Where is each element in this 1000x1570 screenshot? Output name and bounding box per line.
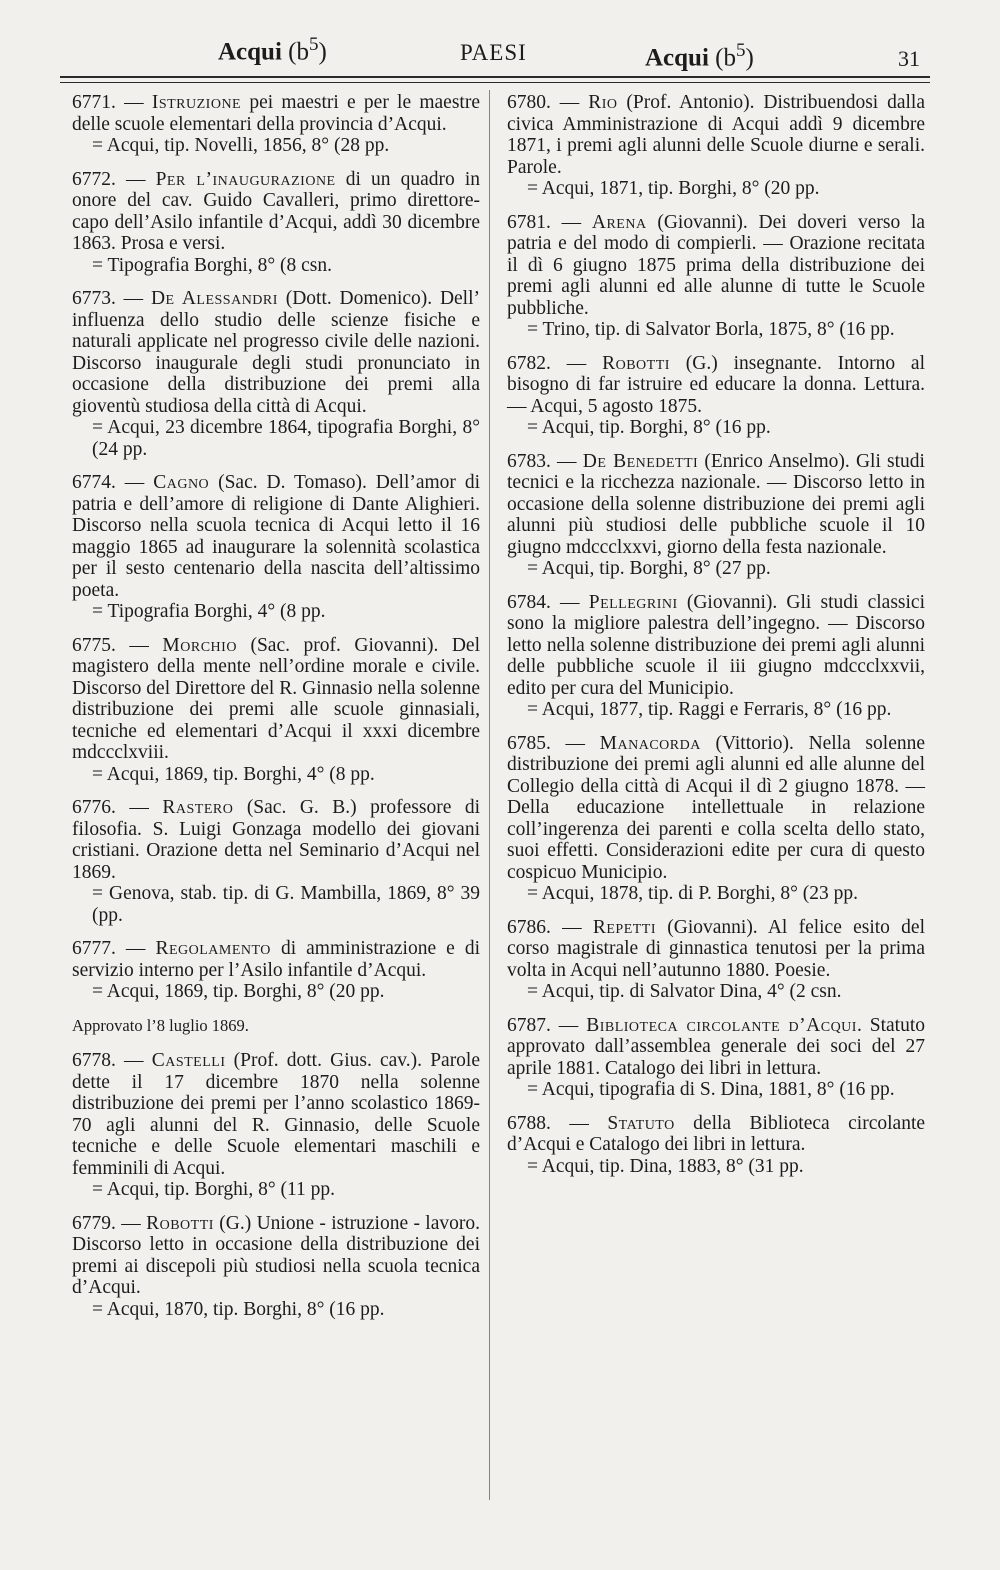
entry-heading: Manacorda (599, 732, 701, 754)
bibliography-entry (507, 917, 925, 1003)
entry-body: di un quadro in onore del cav. Guido Cavalleri, primo direttore-capo dell’Asilo infantile d’Acqui, addì 30 dicembre 1863. Prosa e versi. (72, 168, 480, 254)
entry-body: (G.) Unione - istruzione - lavoro. Discorso letto in occasione della distribuzione dei premi ai discepoli più studiosi nella scuola tecnica d’Acqui. (72, 1212, 480, 1298)
entry-heading: Arena (591, 211, 647, 233)
header-rule-thin (60, 82, 930, 83)
bibliography-entry (72, 1050, 480, 1201)
header-rule (60, 76, 930, 78)
entry-number: 6783. — (507, 450, 583, 472)
entry-number: 6774. — (72, 472, 154, 493)
bibliography-entry (72, 635, 480, 786)
bibliography-entry (507, 212, 925, 341)
bibliography-entry (72, 797, 480, 926)
entry-heading: Regolamento (155, 938, 271, 959)
entry-imprint: = Acqui, tip. Borghi, 8° (11 pp. (92, 1179, 336, 1200)
entry-heading: Rastero (162, 797, 234, 818)
entry-heading: Robotti (602, 352, 670, 374)
entry-imprint: = Acqui, 1870, tip. Borghi, 8° (16 pp. (92, 1298, 385, 1320)
header-section-title: PAESI (460, 40, 527, 65)
entry-number: 6771. — (72, 92, 152, 113)
entry-imprint: = Genova, stab. tip. di G. Mambilla, 1869, 8° 39 (pp. (92, 883, 480, 926)
entry-heading: Cagno (153, 472, 210, 493)
bibliography-entry (507, 92, 925, 200)
entry-number: 6785. — (507, 732, 600, 754)
entry-number: 6778. — (72, 1050, 152, 1071)
bibliography-entry (72, 169, 480, 277)
entry-body: (Giovanni). Dei doveri verso la patria e del modo di compierli. — Orazione recitata il dì 6 giugno 1875 prima della distribuzione dei premi agli alunni ed alle alunne di tutte le Scuole pubbliche. (507, 211, 926, 319)
entry-body: pei maestri e per le maestre delle scuole elementari della provincia d’Acqui. (72, 92, 480, 135)
entry-number: 6776. — (72, 797, 163, 818)
entry-heading: Statuto (607, 1112, 675, 1134)
entry-imprint: = Acqui, tip. Borghi, 8° (27 pp. (527, 558, 771, 579)
entry-body: (Sac. G. B.) professore di filosofia. S. Luigi Gonzaga modello dei giovani cristiani. Orazione detta nel Seminario d’Acqui nel 1869. (72, 797, 481, 883)
entry-number: 6775. — (72, 634, 163, 656)
entry-heading: Castelli (151, 1050, 226, 1071)
column-divider (489, 90, 490, 1500)
entry-body: (Prof. dott. Gius. cav.). Parole dette il 17 dicembre 1870 nella solenne distribuzione dei premi per l’anno scolastico 1869-70 agli alunni del R. Ginnasio, delle Scuole tecniche e delle Scuole elementari maschili e femminili di Acqui. (72, 1050, 481, 1179)
entry-body: (Giovanni). Al felice esito del corso magistrale di ginnastica tenutosi per la prima volta in Acqui nell’autunno 1880. Poesie. (507, 916, 925, 981)
entry-body: (G.) insegnante. Intorno al bisogno di far istruire ed educare la donna. Lettura. — Acqui, 5 agosto 1875. (507, 352, 926, 417)
header-left-title: Acqui $(b^5)$ (218, 34, 327, 66)
entry-body: di amministrazione e di servizio interno per l’Asilo infantile d’Acqui. (72, 938, 481, 981)
bibliography-entry (507, 733, 925, 905)
bibliography-entry (72, 288, 480, 460)
entry-heading: De Alessandri (150, 288, 278, 309)
bibliography-entry (72, 1213, 480, 1321)
entry-imprint: = Trino, tip. di Salvator Borla, 1875, 8° (16 pp. (527, 319, 895, 340)
entry-imprint: = Acqui, 1871, tip. Borghi, 8° (20 pp. (527, 178, 820, 199)
bibliography-entry (507, 1015, 925, 1101)
entry-heading: Biblioteca circolante d’Acqui (586, 1014, 857, 1036)
entry-number: 6788. — (507, 1112, 608, 1134)
entry-number: 6781. — (507, 211, 592, 233)
entry-number: 6773. — (72, 288, 151, 309)
entry-heading: Morchio (162, 634, 237, 656)
entry-heading: Repetti (592, 916, 657, 938)
running-header (60, 34, 930, 74)
entry-heading: Per l’inaugurazione (155, 168, 336, 190)
entry-imprint: = Tipografia Borghi, 8° (8 csn. (92, 254, 332, 276)
entry-body: (Dott. Domenico). Dell’ influenza dello studio delle scienze fisiche e naturali applicate nel progresso civile delle nazioni. Discorso inaugurale degli studi pronunciato in occasione della distribuzione dei premi alla gioventù studiosa della città di Acqui. (72, 288, 481, 417)
entry-body: (Enrico Anselmo). Gli studi tecnici e la ricchezza nazionale. — Discorso letto in occasione della solenne distribuzione dei premi agli alunni più studiosi delle pubbliche scuole il 10 giugno mdccclxxvi, giorno della festa nazionale. (507, 450, 925, 558)
entry-imprint: = Acqui, 1869, tip. Borghi, 8° (20 pp. (92, 981, 385, 1002)
entry-body: (Prof. Antonio). Distribuendosi dalla civica Amministrazione di Acqui addì 9 dicembre 1871, i premi agli alunni delle Scuole diurne e serali. Parole. (507, 92, 926, 178)
bibliography-entry (72, 92, 480, 157)
entry-imprint: = Acqui, tipografia di S. Dina, 1881, 8° (16 pp. (527, 1079, 895, 1100)
right-column (507, 92, 925, 1189)
entry-imprint: = Acqui, tip. Borghi, 8° (16 pp. (527, 417, 771, 438)
bibliography-entry (72, 938, 480, 1003)
bibliography-entry (72, 472, 480, 623)
bibliography-entry (507, 353, 925, 439)
bibliography-entry (507, 451, 925, 580)
bibliography-entry (507, 1113, 925, 1178)
entry-body: della Biblioteca circolante d’Acqui e Catalogo dei libri in lettura. (507, 1112, 926, 1155)
left-column (72, 92, 480, 1332)
entry-body: (Sac. prof. Giovanni). Del magistero della mente nell’ordine morale e civile. Discorso del Direttore del R. Ginnasio nella solenne distribuzione dei premi alle scuole ginnasiali, tecniche ed elementari d’Acqui il xxxi dicembre mdccclxviii. (72, 634, 481, 763)
entry-heading: De Benedetti (582, 450, 699, 472)
entry-number: 6777. — (72, 938, 156, 959)
bibliography-entry (507, 592, 925, 721)
entry-number: 6786. — (507, 916, 593, 938)
page-number: 31 (898, 46, 920, 71)
entry-imprint: = Acqui, 23 dicembre 1864, tipografia Borghi, 8° (24 pp. (92, 417, 480, 460)
entry-imprint: = Acqui, tip. Dina, 1883, 8° (31 pp. (527, 1155, 804, 1177)
entry-number: 6779. — (72, 1212, 147, 1234)
entry-imprint: = Acqui, 1877, tip. Raggi e Ferraris, 8° (16 pp. (527, 699, 892, 720)
entry-number: 6780. — (507, 92, 589, 113)
entry-imprint: = Acqui, tip. Novelli, 1856, 8° (28 pp. (92, 135, 390, 156)
header-right-title: Acqui $(b^5)$ (645, 40, 754, 72)
entry-number: 6782. — (507, 352, 603, 374)
entry-imprint: = Acqui, 1869, tip. Borghi, 4° (8 pp. (92, 763, 375, 785)
entry-body: (Sac. D. Tomaso). Dell’amor di patria e dell’amore di religione di Dante Alighieri. Discorso nella scuola tecnica di Acqui letto il 16 maggio 1865 ad inaugurare la solennità scolastica per il sesto centenario della nascita dell’altissimo poeta. (72, 472, 481, 601)
entry-body: . Statuto approvato dall’assemblea generale dei soci del 27 aprile 1881. Catalogo dei libri in lettura. (507, 1014, 925, 1079)
entry-heading: Rio (588, 92, 618, 113)
entry-body: (Vittorio). Nella solenne distribuzione dei premi agli alunni ed alle alunne del Collegio della città di Acqui il dì 2 giugno 1878. — Della educazione intellettuale in relazione coll’ingerenza dei parenti e colla scelta dello stato, suoi effetti. Considerazioni edite per cura di questo cospicuo Municipio. (507, 732, 925, 883)
entry-imprint: = Acqui, tip. di Salvator Dina, 4° (2 csn. (527, 981, 842, 1002)
entry-imprint: = Tipografia Borghi, 4° (8 pp. (92, 601, 326, 622)
entry-heading: Robotti (146, 1212, 214, 1234)
entry-body: (Giovanni). Gli studi classici sono la migliore palestra dell’ingegno. — Discorso letto nella solenne distribuzione dei premi agli alunni delle pubbliche scuole il iii giugno mdccclxxvii, edito per cura del Municipio. (507, 591, 925, 699)
entry-heading: Pellegrini (588, 591, 678, 613)
entry-number: 6772. — (72, 168, 156, 190)
entry-number: 6784. — (507, 591, 589, 613)
entry-number: 6787. — (507, 1014, 587, 1036)
entry-heading: Istruzione (151, 92, 242, 113)
entry-imprint: = Acqui, 1878, tip. di P. Borghi, 8° (23 pp. (527, 883, 858, 904)
entry-note: Approvato l’8 luglio 1869. (72, 1015, 249, 1035)
